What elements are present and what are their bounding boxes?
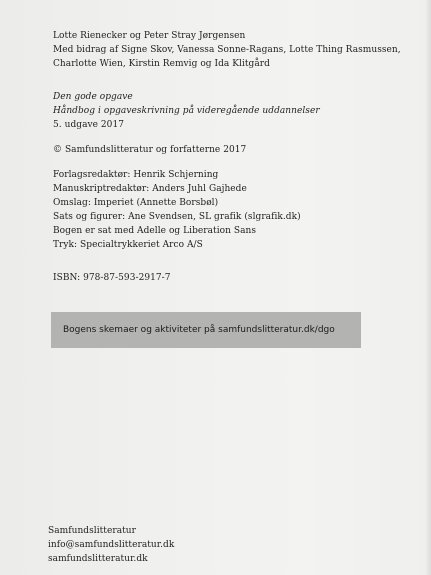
credit-cover: Omslag: Imperiet (Annette Borsbøl): [53, 198, 219, 208]
publisher-website: samfundslitteratur.dk: [48, 554, 148, 564]
book-title: Den gode opgave: [53, 92, 133, 102]
copyright-text: © Samfundslitteratur og forfatterne 2017: [53, 145, 247, 155]
page-edge-shadow: [425, 0, 431, 575]
book-subtitle: Håndbog i opgaveskrivning på videregående uddannelser: [53, 106, 320, 116]
publisher-email: info@samfundslitteratur.dk: [48, 540, 175, 550]
resources-banner: [51, 312, 361, 348]
credit-printer: Tryk: Specialtrykkeriet Arco A/S: [53, 240, 203, 250]
book-edition: 5. udgave 2017: [53, 120, 125, 130]
publisher-block: [48, 524, 174, 566]
contributors-line-1: Med bidrag af Signe Skov, Vanessa Sonne-Ragans, Lotte Thing Rasmussen,: [53, 45, 401, 55]
credit-manuscript-editor: Manuskriptredaktør: Anders Juhl Gajhede: [53, 184, 247, 194]
resources-banner-text: Bogens skemaer og aktiviteter på samfundslitteratur.dk/dgo: [63, 325, 335, 335]
contributors-line-2: Charlotte Wien, Kirstin Remvig og Ida Klitgård: [53, 59, 270, 69]
credit-fonts: Bogen er sat med Adelle og Liberation Sans: [53, 226, 257, 236]
copyright-block: [53, 143, 246, 157]
title-block: [53, 90, 320, 132]
isbn-text: ISBN: 978-87-593-2917-7: [53, 273, 171, 283]
authors-line: Lotte Rienecker og Peter Stray Jørgensen: [53, 31, 246, 41]
credit-editor: Forlagsredaktør: Henrik Schjerning: [53, 170, 219, 180]
credit-typesetting: Sats og figurer: Ane Svendsen, SL grafik (slgrafik.dk): [53, 212, 301, 222]
authors-block: [53, 29, 401, 71]
isbn-block: [53, 271, 171, 285]
credits-block: [53, 168, 301, 252]
publisher-name: Samfundslitteratur: [48, 526, 136, 536]
